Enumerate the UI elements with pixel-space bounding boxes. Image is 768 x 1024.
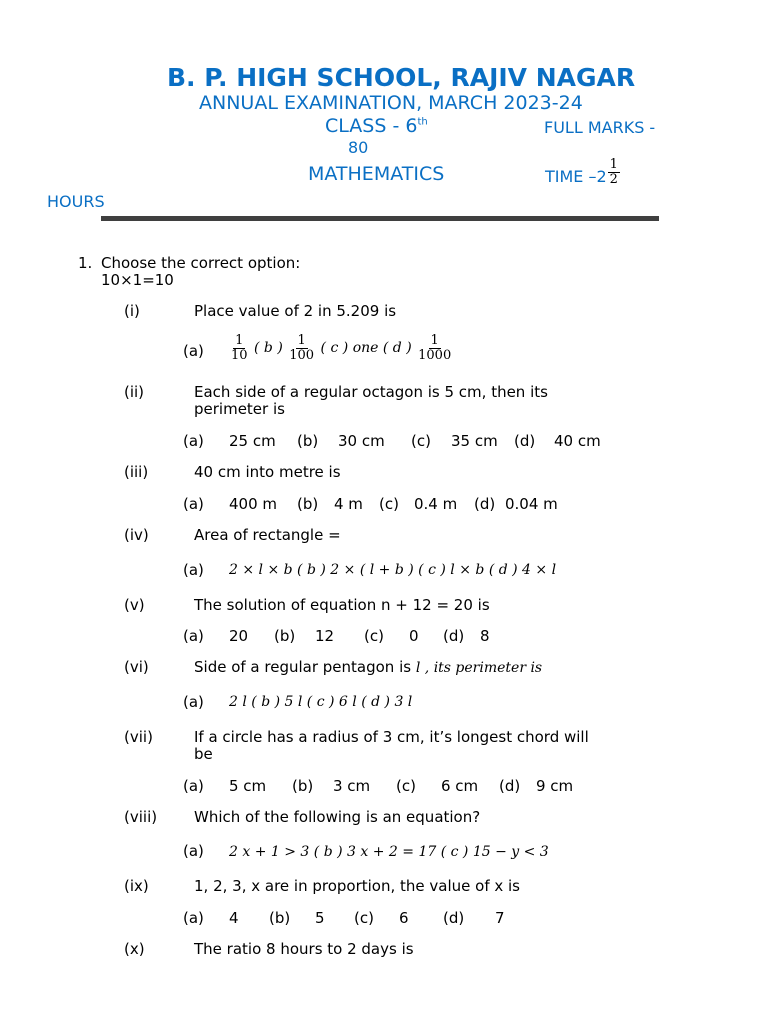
option-label: (b) bbox=[292, 777, 314, 795]
option-line-vi: 2 l ( b ) 5 l ( c ) 6 l ( d ) 3 l bbox=[229, 694, 413, 710]
question-text: Choose the correct option: bbox=[101, 254, 301, 272]
option-label: (b) bbox=[274, 627, 296, 645]
option-value: 5 bbox=[315, 909, 325, 927]
option-value: 7 bbox=[495, 909, 505, 927]
option-label: (c) bbox=[379, 495, 399, 513]
option-value: 0.4 m bbox=[414, 495, 458, 513]
item-text: Area of rectangle = bbox=[194, 526, 341, 544]
option-label: (c) bbox=[354, 909, 374, 927]
option-label: (a) bbox=[183, 432, 204, 450]
subject: MATHEMATICS bbox=[308, 163, 445, 185]
option-label: (a) bbox=[183, 627, 204, 645]
option-label: (b) bbox=[297, 495, 319, 513]
option-label: (c) bbox=[364, 627, 384, 645]
full-marks-value: 80 bbox=[348, 138, 369, 157]
option-label: (d) bbox=[443, 627, 465, 645]
hours-label: HOURS bbox=[47, 192, 105, 211]
question-number: 1. bbox=[78, 254, 93, 272]
item-number: (vi) bbox=[124, 658, 149, 676]
option-line-iv: 2 × l × b ( b ) 2 × ( l + b ) ( c ) l × b ( d ) 4 × l bbox=[229, 562, 557, 578]
item-text: Each side of a regular octagon is 5 cm, then its bbox=[194, 383, 548, 401]
option-label: (a) bbox=[183, 909, 204, 927]
item-number: (vii) bbox=[124, 728, 153, 746]
option-value: 4 m bbox=[334, 495, 363, 513]
item-text: Which of the following is an equation? bbox=[194, 808, 481, 826]
item-number: (iii) bbox=[124, 463, 149, 481]
item-text-cont: perimeter is bbox=[194, 400, 285, 418]
option-value: 4 bbox=[229, 909, 239, 927]
item-text-cont: be bbox=[194, 745, 213, 763]
option-label: (a) bbox=[183, 777, 204, 795]
option-label: (d) bbox=[443, 909, 465, 927]
item-number: (ii) bbox=[124, 383, 145, 401]
item-text: Side of a regular pentagon is l , its perimeter is bbox=[194, 658, 543, 676]
item-text: The ratio 8 hours to 2 days is bbox=[194, 940, 414, 958]
option-value: 20 bbox=[229, 627, 249, 645]
option-value: 40 cm bbox=[554, 432, 601, 450]
option-label: (d) bbox=[474, 495, 496, 513]
option-label: (a) bbox=[183, 693, 204, 711]
option-value: 30 cm bbox=[338, 432, 385, 450]
option-value: 0.04 m bbox=[505, 495, 558, 513]
item-number: (iv) bbox=[124, 526, 149, 544]
item-text: 1, 2, 3, x are in proportion, the value of x is bbox=[194, 877, 521, 895]
option-value: 5 cm bbox=[229, 777, 267, 795]
school-name: B. P. HIGH SCHOOL, RAJIV NAGAR bbox=[167, 63, 636, 92]
item-number: (v) bbox=[124, 596, 145, 614]
option-value: 6 cm bbox=[441, 777, 479, 795]
option-value: 0 bbox=[409, 627, 419, 645]
option-value: 12 bbox=[315, 627, 335, 645]
item-number: (ix) bbox=[124, 877, 149, 895]
option-value: 3 cm bbox=[333, 777, 371, 795]
option-label: (a) bbox=[183, 842, 204, 860]
option-value: 8 bbox=[480, 627, 490, 645]
option-value: 25 cm bbox=[229, 432, 276, 450]
option-value: 9 cm bbox=[536, 777, 574, 795]
full-marks-label: FULL MARKS - bbox=[544, 118, 656, 137]
option-label: (a) bbox=[183, 342, 204, 360]
item-text: The solution of equation n + 12 = 20 is bbox=[194, 596, 490, 614]
item-text: If a circle has a radius of 3 cm, it’s longest chord will bbox=[194, 728, 589, 746]
question-marks: 10×1=10 bbox=[101, 271, 174, 289]
option-line-i: $\frac{1}{10}$ ( b ) $\frac{1}{100}$ ( c ) one ( d ) $\frac{1}{1000}$ bbox=[231, 333, 452, 363]
item-number: (viii) bbox=[124, 808, 158, 826]
option-line-viii: 2 x + 1 > 3 ( b ) 3 x + 2 = 17 ( c ) 15 − y < 3 bbox=[229, 844, 549, 860]
item-text: 40 cm into metre is bbox=[194, 463, 341, 481]
exam-title: ANNUAL EXAMINATION, MARCH 2023-24 bbox=[199, 92, 583, 114]
option-value: 35 cm bbox=[451, 432, 498, 450]
option-label: (a) bbox=[183, 495, 204, 513]
time-label: TIME –2 $\frac{1}{2}$ bbox=[545, 157, 618, 187]
option-label: (b) bbox=[297, 432, 319, 450]
item-text: Place value of 2 in 5.209 is bbox=[194, 302, 397, 320]
option-label: (c) bbox=[396, 777, 416, 795]
class-label: CLASS - 6th bbox=[325, 115, 428, 137]
option-label: (b) bbox=[269, 909, 291, 927]
option-label: (c) bbox=[411, 432, 431, 450]
option-value: 6 bbox=[399, 909, 409, 927]
header-divider bbox=[101, 216, 659, 221]
option-value: 400 m bbox=[229, 495, 278, 513]
option-label: (a) bbox=[183, 561, 204, 579]
option-label: (d) bbox=[514, 432, 536, 450]
item-number: (x) bbox=[124, 940, 145, 958]
option-label: (d) bbox=[499, 777, 521, 795]
item-number: (i) bbox=[124, 302, 140, 320]
